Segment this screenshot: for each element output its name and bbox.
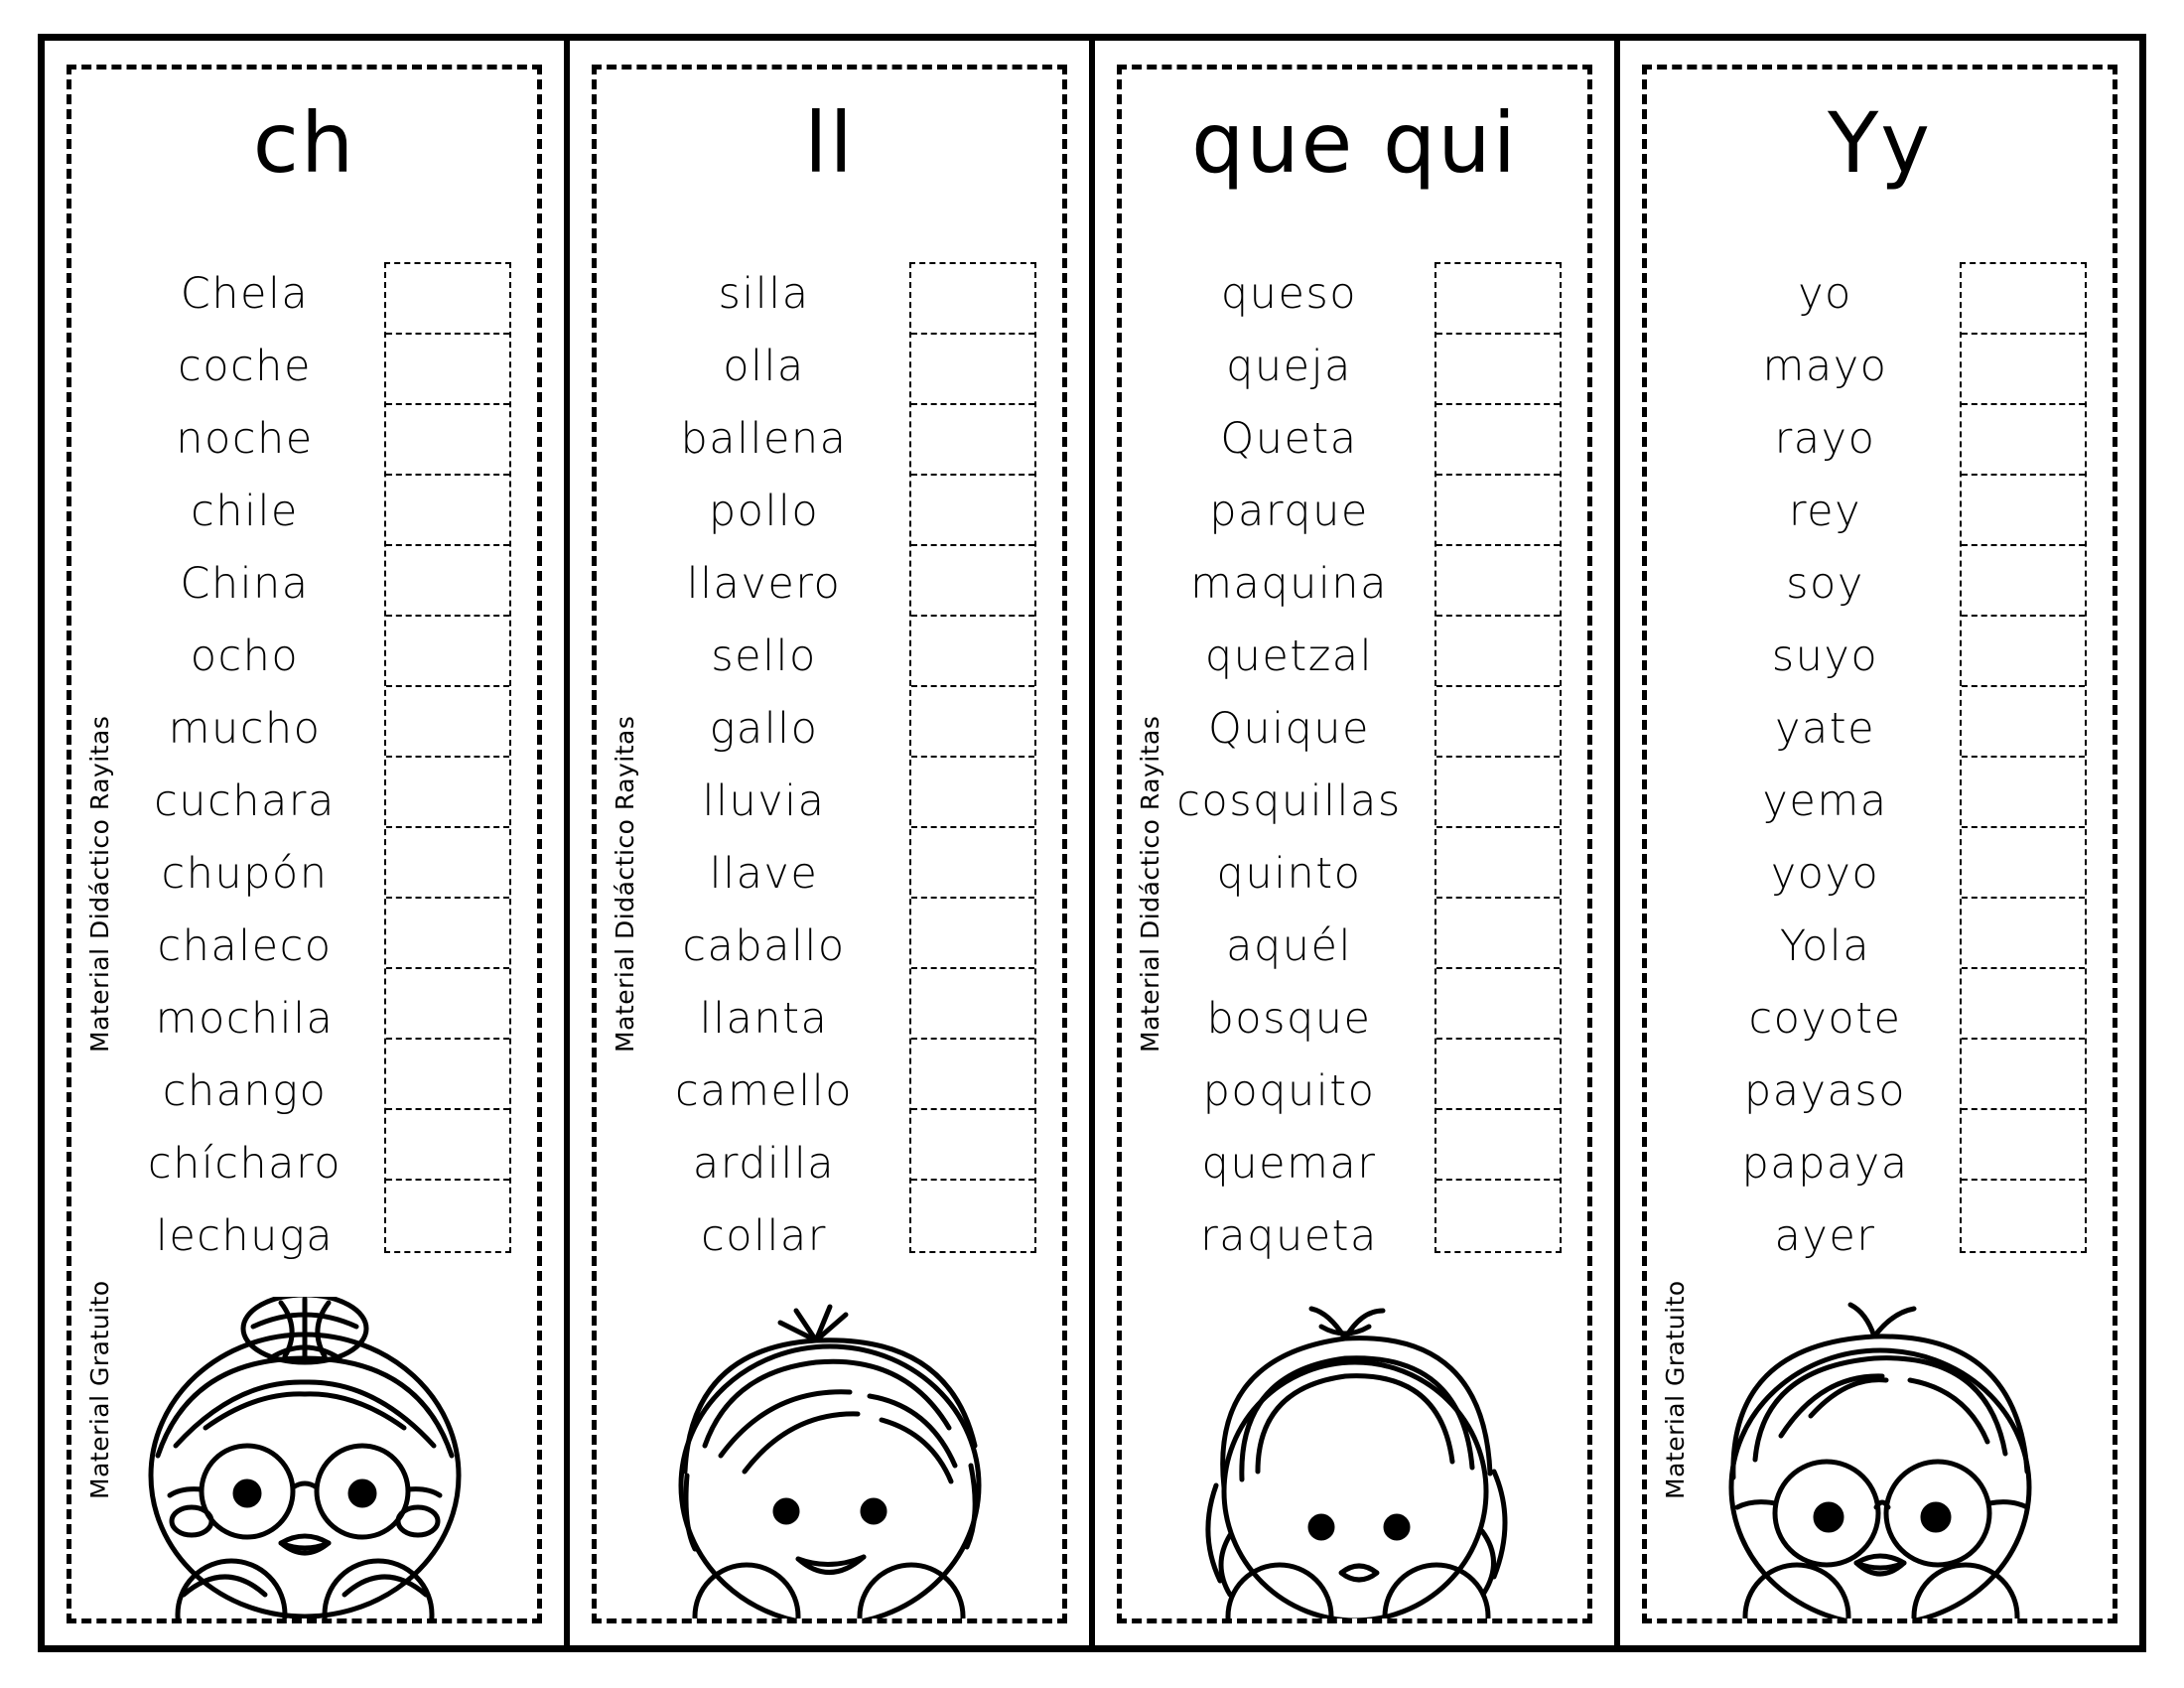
word-item: China xyxy=(180,559,310,609)
check-cell[interactable] xyxy=(1436,1110,1560,1181)
word-item: maquina xyxy=(1190,559,1388,609)
check-cell[interactable] xyxy=(911,264,1034,335)
word-item: llavero xyxy=(686,559,842,609)
check-cell[interactable] xyxy=(911,1040,1034,1110)
check-cell[interactable] xyxy=(1962,264,2085,335)
check-cell[interactable] xyxy=(386,617,509,687)
boy-face-icon xyxy=(621,1297,1038,1623)
word-item: gallo xyxy=(709,704,819,754)
word-item: caballo xyxy=(682,921,846,971)
word-item: yo xyxy=(1798,269,1852,319)
word-item: queso xyxy=(1220,269,1358,319)
word-item: Queta xyxy=(1220,414,1358,464)
word-item: raqueta xyxy=(1200,1211,1378,1261)
column-heading: ch xyxy=(252,94,356,192)
check-cell[interactable] xyxy=(1962,899,2085,969)
word-item: payaso xyxy=(1743,1066,1907,1116)
check-cell[interactable] xyxy=(911,617,1034,687)
word-item: mochila xyxy=(155,994,335,1044)
bookmark-card xyxy=(1117,65,1592,1623)
check-cell[interactable] xyxy=(1436,828,1560,899)
word-item: collar xyxy=(701,1211,827,1261)
word-item: yema xyxy=(1762,776,1888,826)
check-cell[interactable] xyxy=(1962,828,2085,899)
check-cell[interactable] xyxy=(1962,476,2085,546)
word-item: quetzal xyxy=(1204,632,1374,681)
check-cell[interactable] xyxy=(1436,617,1560,687)
word-item: cuchara xyxy=(154,776,336,826)
check-cell[interactable] xyxy=(386,476,509,546)
word-item: ocho xyxy=(190,632,300,681)
check-cell[interactable] xyxy=(911,405,1034,476)
check-cell[interactable] xyxy=(1436,969,1560,1040)
check-cell[interactable] xyxy=(1962,405,2085,476)
bookmark-column-ll xyxy=(570,41,1095,1645)
check-cell[interactable] xyxy=(1962,1040,2085,1110)
check-cell[interactable] xyxy=(386,405,509,476)
word-item: llave xyxy=(709,849,819,899)
check-cell[interactable] xyxy=(911,899,1034,969)
word-item: coyote xyxy=(1748,994,1902,1044)
check-cell[interactable] xyxy=(911,758,1034,828)
check-cell[interactable] xyxy=(386,1040,509,1110)
check-cell[interactable] xyxy=(386,828,509,899)
credit-label-didactico: Material Didáctico Rayitas xyxy=(85,715,114,1053)
word-item: chícharo xyxy=(147,1139,342,1189)
word-item: ardilla xyxy=(692,1139,836,1189)
word-item: papaya xyxy=(1741,1139,1909,1189)
check-cell[interactable] xyxy=(1436,899,1560,969)
word-item: olla xyxy=(723,342,805,391)
word-item: mayo xyxy=(1762,342,1888,391)
word-item: rayo xyxy=(1774,414,1876,464)
word-item: yate xyxy=(1774,704,1876,754)
check-cell[interactable] xyxy=(911,476,1034,546)
credit-label-gratuito: Material Gratuito xyxy=(85,1280,114,1499)
bookmark-column-yy xyxy=(1620,41,2139,1645)
check-cell[interactable] xyxy=(1436,1040,1560,1110)
word-item: camello xyxy=(674,1066,854,1116)
check-cell[interactable] xyxy=(1436,405,1560,476)
word-item: pollo xyxy=(708,487,820,536)
column-heading: que qui xyxy=(1191,94,1518,192)
credit-label-didactico: Material Didáctico Rayitas xyxy=(1136,715,1164,1053)
word-item: rey xyxy=(1788,487,1862,536)
word-item: poquito xyxy=(1202,1066,1376,1116)
word-item: chaleco xyxy=(157,921,333,971)
check-cell[interactable] xyxy=(1962,1181,2085,1251)
bookmark-card xyxy=(67,65,542,1623)
check-cell[interactable] xyxy=(386,758,509,828)
check-cell[interactable] xyxy=(911,335,1034,405)
word-item: ballena xyxy=(680,414,848,464)
check-cell[interactable] xyxy=(1962,758,2085,828)
check-cell[interactable] xyxy=(1962,969,2085,1040)
word-item: coche xyxy=(178,342,312,391)
word-item: cosquillas xyxy=(1176,776,1402,826)
credit-label-didactico: Material Didáctico Rayitas xyxy=(611,715,639,1053)
check-cell[interactable] xyxy=(386,899,509,969)
check-cell[interactable] xyxy=(1436,687,1560,758)
check-cell[interactable] xyxy=(1436,335,1560,405)
word-item: lluvia xyxy=(702,776,826,826)
check-cell[interactable] xyxy=(386,687,509,758)
word-item: suyo xyxy=(1771,632,1879,681)
check-cell[interactable] xyxy=(1962,1110,2085,1181)
word-item: chupón xyxy=(161,849,329,899)
check-cell[interactable] xyxy=(1962,687,2085,758)
check-cell[interactable] xyxy=(386,546,509,617)
check-cell[interactable] xyxy=(1436,476,1560,546)
column-heading: ll xyxy=(804,94,855,192)
check-cell[interactable] xyxy=(1962,617,2085,687)
check-cell[interactable] xyxy=(911,546,1034,617)
grandma-face-icon xyxy=(96,1297,513,1623)
bookmark-columns xyxy=(45,41,2139,1645)
credit-label-gratuito: Material Gratuito xyxy=(1661,1280,1690,1499)
word-item: chile xyxy=(191,487,299,536)
check-cell[interactable] xyxy=(386,264,509,335)
check-cell[interactable] xyxy=(1436,1181,1560,1251)
word-item: sello xyxy=(711,632,817,681)
word-item: noche xyxy=(176,414,314,464)
word-item: parque xyxy=(1209,487,1369,536)
word-item: lechuga xyxy=(155,1211,335,1261)
word-item: queja xyxy=(1226,342,1352,391)
word-item: silla xyxy=(718,269,810,319)
word-list xyxy=(597,258,909,1273)
checkbox-column[interactable] xyxy=(1434,262,1562,1253)
word-item: mucho xyxy=(168,704,322,754)
word-item: bosque xyxy=(1206,994,1372,1044)
word-item: Quique xyxy=(1207,704,1371,754)
check-cell[interactable] xyxy=(911,969,1034,1040)
checkbox-column[interactable] xyxy=(909,262,1036,1253)
check-cell[interactable] xyxy=(386,969,509,1040)
word-list xyxy=(1122,258,1434,1273)
word-item: quemar xyxy=(1201,1139,1377,1189)
word-item: quinto xyxy=(1216,849,1362,899)
word-item: chango xyxy=(162,1066,328,1116)
word-list xyxy=(1647,258,1960,1273)
check-cell[interactable] xyxy=(1962,546,2085,617)
girl-face-icon xyxy=(1147,1297,1564,1623)
check-cell[interactable] xyxy=(911,687,1034,758)
column-heading: Yy xyxy=(1827,94,1933,192)
word-list xyxy=(71,258,384,1273)
bookmark-card xyxy=(592,65,1067,1623)
check-cell[interactable] xyxy=(1436,546,1560,617)
glasses-boy-face-icon xyxy=(1672,1297,2089,1623)
check-cell[interactable] xyxy=(911,1181,1034,1251)
check-cell[interactable] xyxy=(386,1181,509,1251)
word-item: soy xyxy=(1786,559,1864,609)
checkbox-column[interactable] xyxy=(384,262,511,1253)
bookmark-card xyxy=(1642,65,2117,1623)
word-item: ayer xyxy=(1774,1211,1876,1261)
check-cell[interactable] xyxy=(911,828,1034,899)
check-cell[interactable] xyxy=(1436,264,1560,335)
check-cell[interactable] xyxy=(1962,335,2085,405)
bookmark-column-que-qui xyxy=(1095,41,1620,1645)
check-cell[interactable] xyxy=(386,1110,509,1181)
check-cell[interactable] xyxy=(386,335,509,405)
word-item: yoyo xyxy=(1770,849,1880,899)
word-item: Chela xyxy=(180,269,310,319)
check-cell[interactable] xyxy=(911,1110,1034,1181)
checkbox-column[interactable] xyxy=(1960,262,2087,1253)
word-item: aquél xyxy=(1226,921,1352,971)
bookmark-column-ch xyxy=(45,41,570,1645)
check-cell[interactable] xyxy=(1436,758,1560,828)
word-item: llanta xyxy=(699,994,829,1044)
word-item: Yola xyxy=(1779,921,1871,971)
